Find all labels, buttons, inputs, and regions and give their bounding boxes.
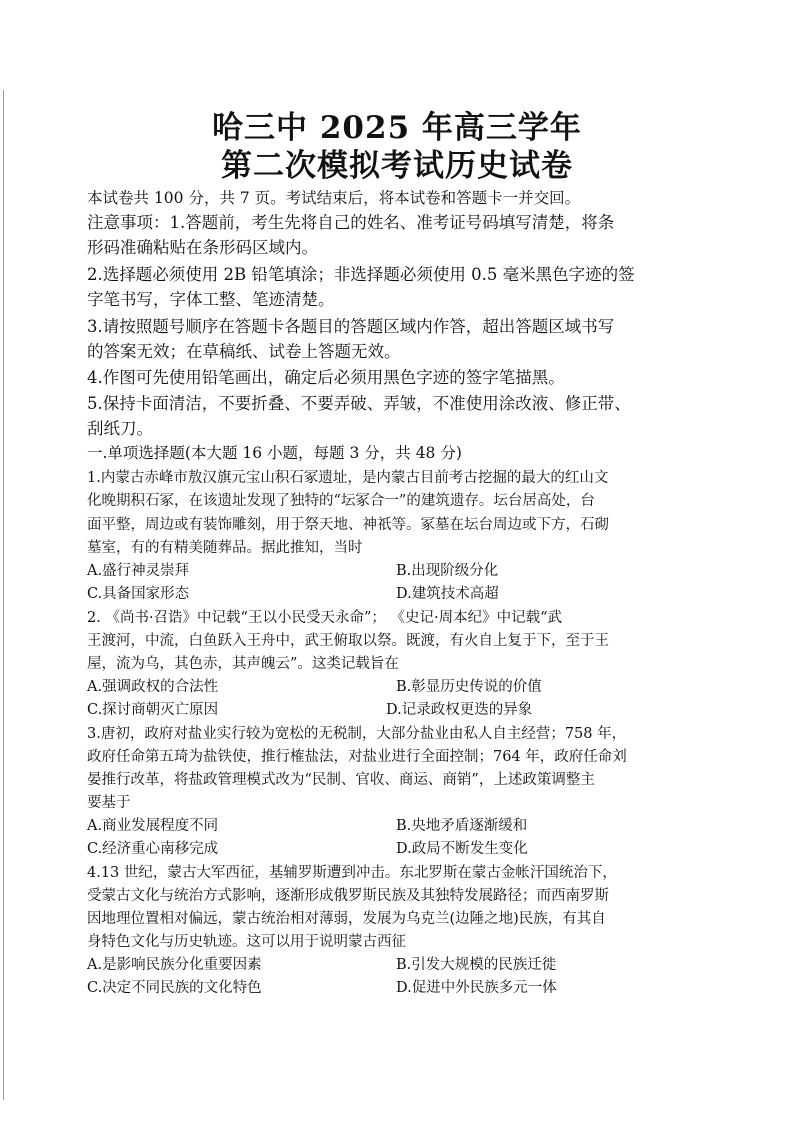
option-a: A.盛行神灵崇拜 [87, 563, 190, 579]
question-text-line: 王渡河，中流，白鱼跃入王舟中，武王俯取以祭。既渡，有火自上复于下，至于王 [87, 633, 609, 649]
question-text-line: 化晚期积石冢，在该遗址发现了独特的“坛冢合一”的建筑遗存。坛台居高处，台 [87, 493, 595, 509]
question-text-line: 晏推行改革，将盐政管理模式改为“民制、官收、商运、商销”，上述政策调整主 [87, 772, 595, 788]
option-d: D.促进中外民族多元一体 [396, 980, 557, 996]
question-text-line: 面平整，周边或有装饰雕刻，用于祭天地、神祇等。冢墓在坛台周边或下方，石砌 [87, 517, 609, 533]
option-a: A.强调政权的合法性 [87, 679, 219, 695]
instructions-intro: 本试卷共 100 分，共 7 页。考试结束后，将本试卷和答题卡一并交回。 [87, 189, 581, 207]
question-text-line: 政府任命第五琦为盐铁使，推行榷盐法，对盐业进行全面控制；764 年，政府任命刘 [87, 749, 627, 765]
option-b: B.彰显历史传说的价值 [396, 679, 542, 695]
instruction-note-1: 注意事项：1.答题前，考生先将自己的姓名、准考证号码填写清楚，将条 [87, 213, 615, 232]
instruction-note-4: 4.作图可先使用铅笔画出，确定后必须用黑色字迹的签字笔描黑。 [87, 368, 565, 387]
question-text-line: 1.内蒙古赤峰市敖汉旗元宝山积石冢遗址，是内蒙古目前考古挖掘的最大的红山文 [87, 470, 609, 486]
instruction-note-3: 3.请按照题号顺序在答题卡各题目的答题区域内作答，超出答题区域书写 [87, 317, 615, 336]
option-c: C.探讨商朝灭亡原因 [87, 702, 219, 718]
option-c: C.决定不同民族的文化特色 [87, 980, 262, 996]
question-text-line: 屋，流为乌，其色赤，其声魄云”。这类记载旨在 [87, 656, 399, 672]
exam-title-line-1: 哈三中 2025 年高三学年 [212, 110, 582, 146]
instruction-note-5-cont: 刮纸刀。 [87, 419, 153, 438]
exam-title-line-2: 第二次模拟考试历史试卷 [221, 148, 573, 184]
option-c: C.具备国家形态 [87, 586, 190, 602]
question-text-line: 身特色文化与历史轨迹。这可以用于说明蒙古西征 [87, 934, 406, 950]
option-d: D.建筑技术高超 [396, 586, 499, 602]
option-a: A.是影响民族分化重要因素 [87, 957, 262, 973]
question-text-line: 3.唐初，政府对盐业实行较为宽松的无税制，大部分盐业由私人自主经营；758 年， [87, 726, 627, 742]
option-a: A.商业发展程度不同 [87, 818, 219, 834]
question-text-line: 因地理位置相对偏远，蒙古统治相对薄弱，发展为乌克兰(边陲之地)民族，有其自 [87, 911, 606, 927]
question-text-line: 4.13 世纪，蒙古大军西征，基辅罗斯遭到冲击。东北罗斯在蒙古金帐汗国统治下， [87, 865, 617, 881]
instruction-note-2-cont: 字笔书写，字体工整、笔迹清楚。 [87, 290, 335, 309]
instruction-note-3-cont: 的答案无效；在草稿纸、试卷上答题无效。 [87, 342, 401, 361]
option-d: D.政局不断发生变化 [396, 841, 528, 857]
question-text-line: 要基于 [87, 795, 131, 811]
option-b: B.出现阶级分化 [396, 563, 499, 579]
option-b: B.央地矛盾逐渐缓和 [396, 818, 528, 834]
question-text-line: 墓室，有的有精美随葬品。据此推知，当时 [87, 540, 363, 556]
instruction-note-1-cont: 形码准确粘贴在条形码区域内。 [87, 238, 318, 257]
option-d: D.记录政权更迭的异象 [386, 702, 533, 718]
question-text-line: 2. 《尚书·召诰》中记载“王以小民受天永命”； 《史记·周本纪》中记载“武 [87, 610, 563, 626]
section-heading: 一.单项选择题(本大题 16 小题，每题 3 分，共 48 分) [87, 444, 462, 462]
option-b: B.引发大规模的民族迁徙 [396, 957, 557, 973]
page-edge-divider [3, 90, 4, 1100]
option-c: C.经济重心南移完成 [87, 841, 219, 857]
question-text-line: 受蒙古文化与统治方式影响，逐渐形成俄罗斯民族及其独特发展路径；而西南罗斯 [87, 888, 609, 904]
instruction-note-5: 5.保持卡面清洁，不要折叠、不要弄破、弄皱，不准使用涂改液、修正带、 [87, 394, 631, 413]
instruction-note-2: 2.选择题必须使用 2B 铅笔填涂；非选择题必须使用 0.5 毫米黑色字迹的签 [87, 265, 635, 284]
